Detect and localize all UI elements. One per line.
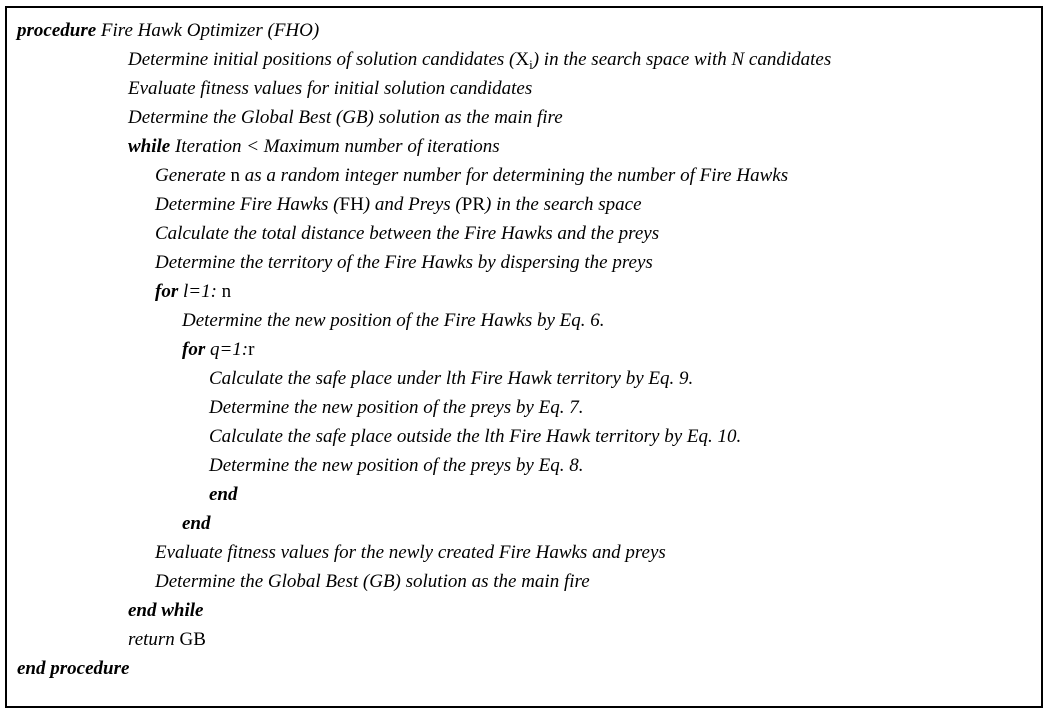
text-segment: GB — [179, 629, 206, 650]
pseudocode-line — [7, 277, 1041, 306]
text-segment: X — [515, 49, 530, 70]
text-segment: Determine the new position of the preys by Eq. 8. — [209, 455, 584, 476]
text-segment: Calculate the safe place under lth Fire Hawk territory by Eq. 9. — [209, 368, 694, 389]
text-segment: l=1: — [182, 281, 222, 302]
text-segment: Evaluate fitness values for initial solution candidates — [128, 78, 533, 99]
text-segment: ) in the search space — [485, 194, 642, 215]
pseudocode-line — [7, 480, 1041, 509]
pseudocode-line — [7, 45, 1041, 74]
text-segment: ) and Preys ( — [363, 194, 462, 215]
pseudocode-line — [7, 364, 1041, 393]
text-segment: PR — [461, 194, 486, 215]
pseudocode-line — [7, 103, 1041, 132]
keyword: end while — [128, 600, 204, 621]
text-segment: Calculate the total distance between the Fire Hawks and the preys — [155, 223, 660, 244]
pseudocode-line — [7, 509, 1041, 538]
text-segment: r — [248, 339, 255, 360]
text-segment: Determine the Global Best (GB) solution as the main fire — [155, 571, 590, 592]
keyword: for — [155, 281, 183, 302]
text-segment: Calculate the safe place outside the lth Fire Hawk territory by Eq. 10. — [209, 426, 742, 447]
pseudocode-line — [7, 451, 1041, 480]
keyword: end — [182, 513, 211, 534]
pseudocode-line — [7, 393, 1041, 422]
text-segment: Determine the new position of the preys by Eq. 7. — [209, 397, 584, 418]
text-segment: ) in the search space with N candidates — [532, 49, 832, 70]
keyword: for — [182, 339, 210, 360]
keyword: end — [209, 484, 238, 505]
pseudocode-line — [7, 654, 1041, 683]
text-segment: Determine initial positions of solution candidates ( — [128, 49, 516, 70]
text-segment: Iteration < Maximum number of iterations — [174, 136, 500, 157]
text-segment: return — [128, 629, 180, 650]
pseudocode-line — [7, 567, 1041, 596]
keyword: while — [128, 136, 175, 157]
pseudocode-line — [7, 538, 1041, 567]
pseudocode-line — [7, 16, 1041, 45]
pseudocode-line — [7, 74, 1041, 103]
text-segment: Generate — [155, 165, 231, 186]
keyword: end procedure — [17, 658, 130, 679]
pseudocode-line — [7, 596, 1041, 625]
pseudocode-line — [7, 422, 1041, 451]
pseudocode-line — [7, 219, 1041, 248]
text-segment: FH — [339, 194, 364, 215]
text-segment: Determine the Global Best (GB) solution as the main fire — [128, 107, 563, 128]
pseudocode-line — [7, 132, 1041, 161]
keyword: procedure — [17, 20, 101, 41]
text-segment: n — [230, 165, 240, 186]
pseudocode-line — [7, 625, 1041, 654]
text-segment: as a random integer number for determining the number of Fire Hawks — [239, 165, 789, 186]
pseudocode-line — [7, 306, 1041, 335]
pseudocode-line — [7, 335, 1041, 364]
text-segment: Determine the new position of the Fire Hawks by Eq. 6. — [182, 310, 605, 331]
text-segment: q=1: — [209, 339, 249, 360]
text-segment: Evaluate fitness values for the newly created Fire Hawks and preys — [155, 542, 666, 563]
text-segment: Fire Hawk Optimizer (FHO) — [100, 20, 320, 41]
text-segment: n — [221, 281, 232, 302]
pseudocode-line — [7, 161, 1041, 190]
pseudocode-line — [7, 248, 1041, 277]
pseudocode-box — [5, 6, 1043, 708]
text-segment: i — [529, 57, 533, 72]
text-segment: Determine the territory of the Fire Hawks by dispersing the preys — [155, 252, 653, 273]
pseudocode-line — [7, 190, 1041, 219]
text-segment: Determine Fire Hawks ( — [155, 194, 340, 215]
